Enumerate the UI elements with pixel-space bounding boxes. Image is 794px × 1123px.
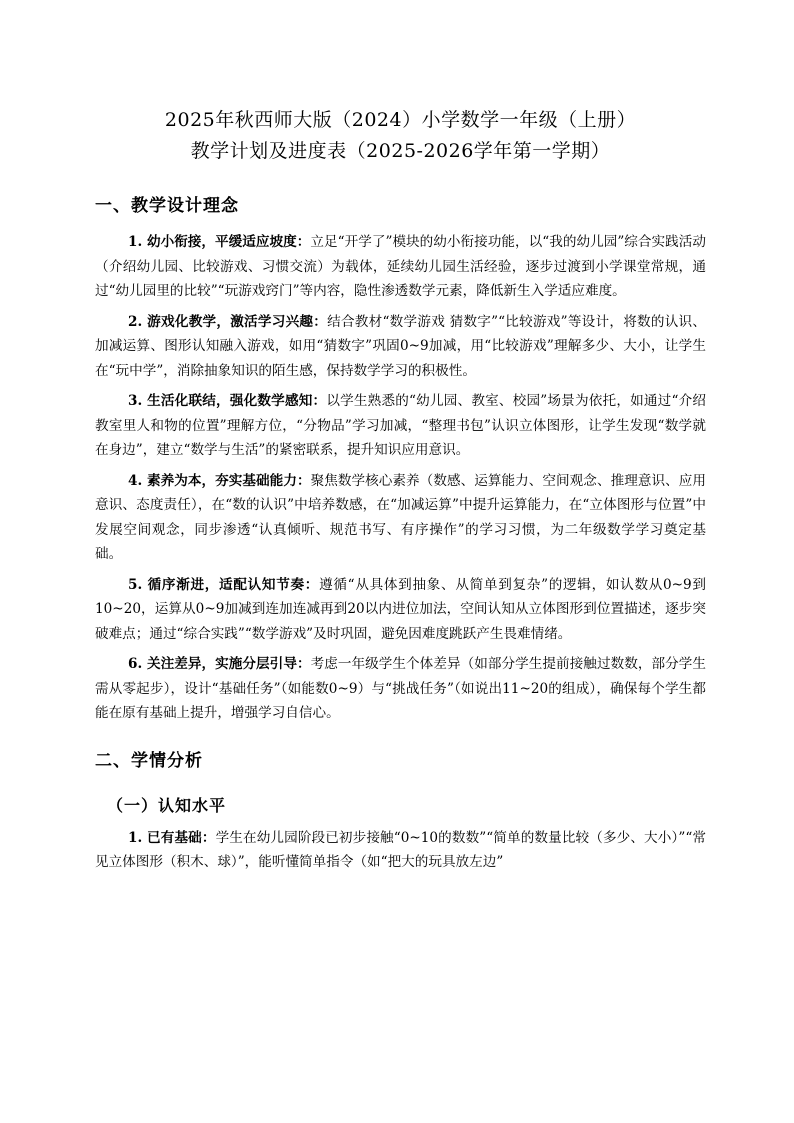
paragraph-text: 遵循“从具体到抽象、从简单到复杂”的逻辑，如认数从0~9到10~20，运算从0~9加减到连加连减再到20以内进位加法，空间认知从立体图形到位置描述，逐步突破难点；通过“综合实践”“数学游戏”及时巩固，避免因难度跳跃产生畏难情绪。 (95, 576, 706, 642)
section1-heading: 一、教学设计理念 (95, 196, 239, 216)
paragraph-lead: 1. 幼小衔接，平缓适应坡度： (128, 234, 311, 250)
paragraph-lead: 4. 素养为本，夯实基础能力： (128, 472, 311, 489)
section1-paragraph-5 (95, 573, 706, 647)
paragraph-text: 结合教材“数学游戏 猜数字”“比较游戏”等设计，将数的认识、加减运算、图形认知融入游戏，如用“猜数字”巩固0~9加减，用“比较游戏”理解多少、大小，让学生在“玩中学”，消除抽象知识的陌生感，保持数学学习的积极性。 (95, 313, 706, 379)
paragraph-text: 学生在幼儿园阶段已初步接触“0~10的数数”“简单的数量比较（多少、大小）”“常见立体图形（积木、球）”，能听懂简单指令（如“把大的玩具放左边” (95, 829, 706, 870)
section1-paragraph-1 (95, 230, 706, 304)
paragraph-text: 立足“开学了”模块的幼小衔接功能，以“我的幼儿园”综合实践活动（介绍幼儿园、比较游戏、习惯交流）为载体，延续幼儿园生活经验，逐步过渡到小学课堂常规，通过“幼儿园里的比较”“玩游戏窍门”等内容，隐性渗透数学元素，降低新生入学适应难度。 (95, 234, 706, 299)
paragraph-lead: 6. 关注差异，实施分层引导： (128, 656, 311, 672)
section1-paragraph-6 (95, 652, 706, 726)
section2-subheading-1: （一）认知水平 (107, 795, 227, 815)
section1-paragraph-3 (95, 389, 706, 463)
section2-heading: 二、学情分析 (95, 750, 203, 771)
paragraph-lead: 1. 已有基础： (128, 829, 216, 846)
document-title-line1: 2025年秋西师大版（2024）小学数学一年级（上册） (164, 109, 637, 131)
paragraph-lead: 2. 游戏化教学，激活学习兴趣： (128, 313, 328, 330)
paragraph-lead: 5. 循序渐进，适配认知节奏： (128, 576, 320, 593)
paragraph-lead: 3. 生活化联结，强化数学感知： (128, 393, 327, 409)
paragraph-text: 以学生熟悉的“幼儿园、教室、校园”场景为依托，如通过“介绍教室里人和物的位置”理解方位，“分物品”学习加减，“整理书包”认识立体图形，让学生发现“数学就在身边”，建立“数学与生活”的紧密联系，提升知识应用意识。 (95, 393, 706, 458)
paragraph-text: 聚焦数学核心素养（数感、运算能力、空间观念、推理意识、应用意识、态度责任），在“数的认识”中培养数感，在“加减运算”中提升运算能力，在“立体图形与位置”中发展空间观念，同步渗透“认真倾听、规范书写、有序操作”的学习习惯，为二年级数学学习奠定基础。 (95, 472, 706, 562)
section2-paragraph-1 (95, 826, 706, 875)
paragraph-text: 考虑一年级学生个体差异（如部分学生提前接触过数数，部分学生需从零起步），设计“基础任务”（如能数0~9）与“挑战任务”（如说出11~20的组成），确保每个学生都能在原有基础上提升，增强学习自信心。 (95, 656, 706, 721)
section1-paragraph-2 (95, 310, 706, 384)
section1-paragraph-4 (95, 469, 706, 567)
document-title-line2: 教学计划及进度表（2025-2026学年第一学期） (190, 140, 611, 162)
